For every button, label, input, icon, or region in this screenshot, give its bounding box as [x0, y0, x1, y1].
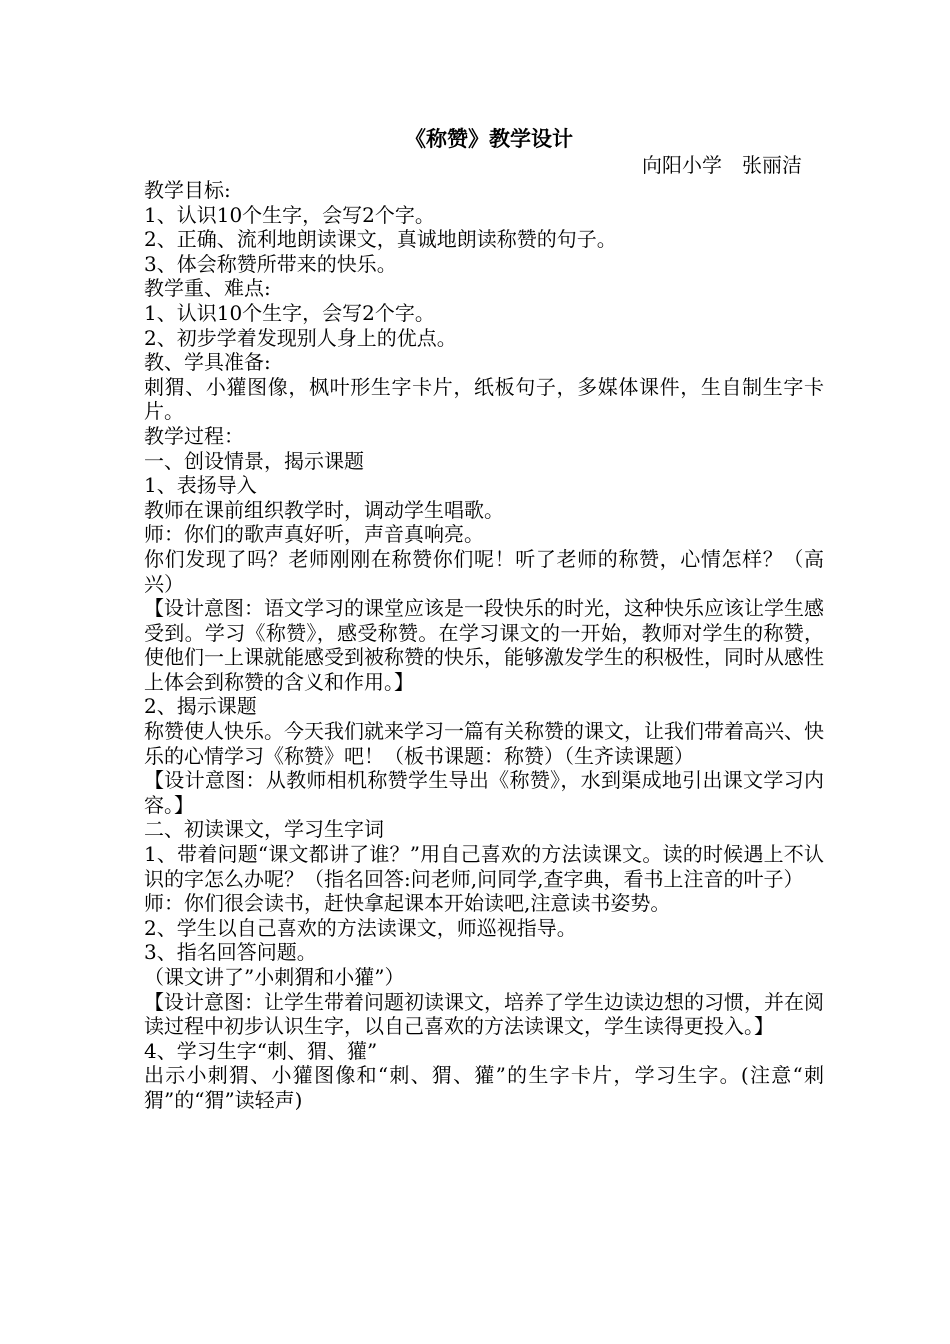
- paragraph: 你们发现了吗？老师刚刚在称赞你们呢！听了老师的称赞，心情怎样？（高兴）: [144, 546, 824, 596]
- paragraph: 教师在课前组织教学时，调动学生唱歌。: [144, 497, 504, 522]
- document-title: 《称赞》教学设计: [405, 126, 573, 151]
- paragraph: 1、表扬导入: [144, 473, 257, 498]
- paragraph: 教学过程：: [144, 423, 244, 448]
- paragraph: 1、带着问题“课文都讲了谁？”用自己喜欢的方法读课文。读的时候遇上不认识的字怎么办呢？（指名回答:问老师,问同学,查字典，看书上注音的叶子）: [144, 842, 824, 891]
- paragraph: 1、认识10个生字，会写2个字。: [144, 202, 435, 227]
- paragraph: 教学重、难点:: [144, 276, 271, 301]
- paragraph: 师：你们的歌声真好听，声音真响亮。: [144, 522, 484, 547]
- paragraph: 【设计意图：从教师相机称赞学生导出《称赞》，水到渠成地引出课文学习内容。】: [144, 768, 824, 817]
- paragraph: 1、认识10个生字，会写2个字。: [144, 300, 435, 325]
- paragraph: 【设计意图：让学生带着问题初读课文，培养了学生边读边想的习惯，并在阅读过程中初步认识生字，以自己喜欢的方法读课文，学生读得更投入。】: [144, 989, 824, 1039]
- paragraph: 二、初读课文，学习生字词: [144, 817, 384, 842]
- paragraph: 2、正确、流利地朗读课文，真诚地朗读称赞的句子。: [144, 227, 617, 252]
- paragraph: 2、揭示课题: [144, 694, 257, 719]
- paragraph: 一、创设情景，揭示课题: [144, 448, 364, 473]
- paragraph: 【设计意图：语文学习的课堂应该是一段快乐的时光，这种快乐应该让学生感受到。学习《称赞》，感受称赞。在学习课文的一开始，教师对学生的称赞，使他们一上课就能感受到被称赞的快乐，能够激发学生的积极性，同时从感性上体会到称赞的含义和作用。】: [144, 596, 824, 694]
- paragraph: （课文讲了”小刺猬和小獾”）: [144, 965, 405, 989]
- paragraph: 称赞使人快乐。今天我们就来学习一篇有关称赞的课文，让我们带着高兴、快乐的心情学习《称赞》吧！（板书课题：称赞）（生齐读课题）: [144, 719, 824, 768]
- paragraph: 4、学习生字“刺、猬、獾”: [144, 1038, 378, 1063]
- paragraph: 师：你们很会读书，赶快拿起课本开始读吧,注意读书姿势。: [144, 891, 671, 916]
- paragraph: 3、指名回答问题。: [144, 940, 317, 965]
- document-page: [144, 124, 824, 1113]
- paragraph: 教、学具准备:: [144, 350, 271, 375]
- paragraph: 3、体会称赞所带来的快乐。: [144, 251, 397, 276]
- document-body: [144, 178, 824, 1113]
- paragraph: 2、初步学着发现别人身上的优点。: [144, 325, 457, 350]
- paragraph: 2、学生以自己喜欢的方法读课文，师巡视指导。: [144, 915, 577, 940]
- paragraph: 出示小刺猬、小獾图像和“刺、猬、獾”的生字卡片，学习生字。(注意“刺猬”的“猬”读轻声): [144, 1063, 824, 1112]
- paragraph: 教学目标:: [144, 178, 231, 202]
- author-line: 向阳小学 张丽洁: [642, 153, 802, 177]
- paragraph: 刺猬、小獾图像，枫叶形生字卡片，纸板句子，多媒体课件，生自制生字卡片。: [144, 374, 824, 424]
